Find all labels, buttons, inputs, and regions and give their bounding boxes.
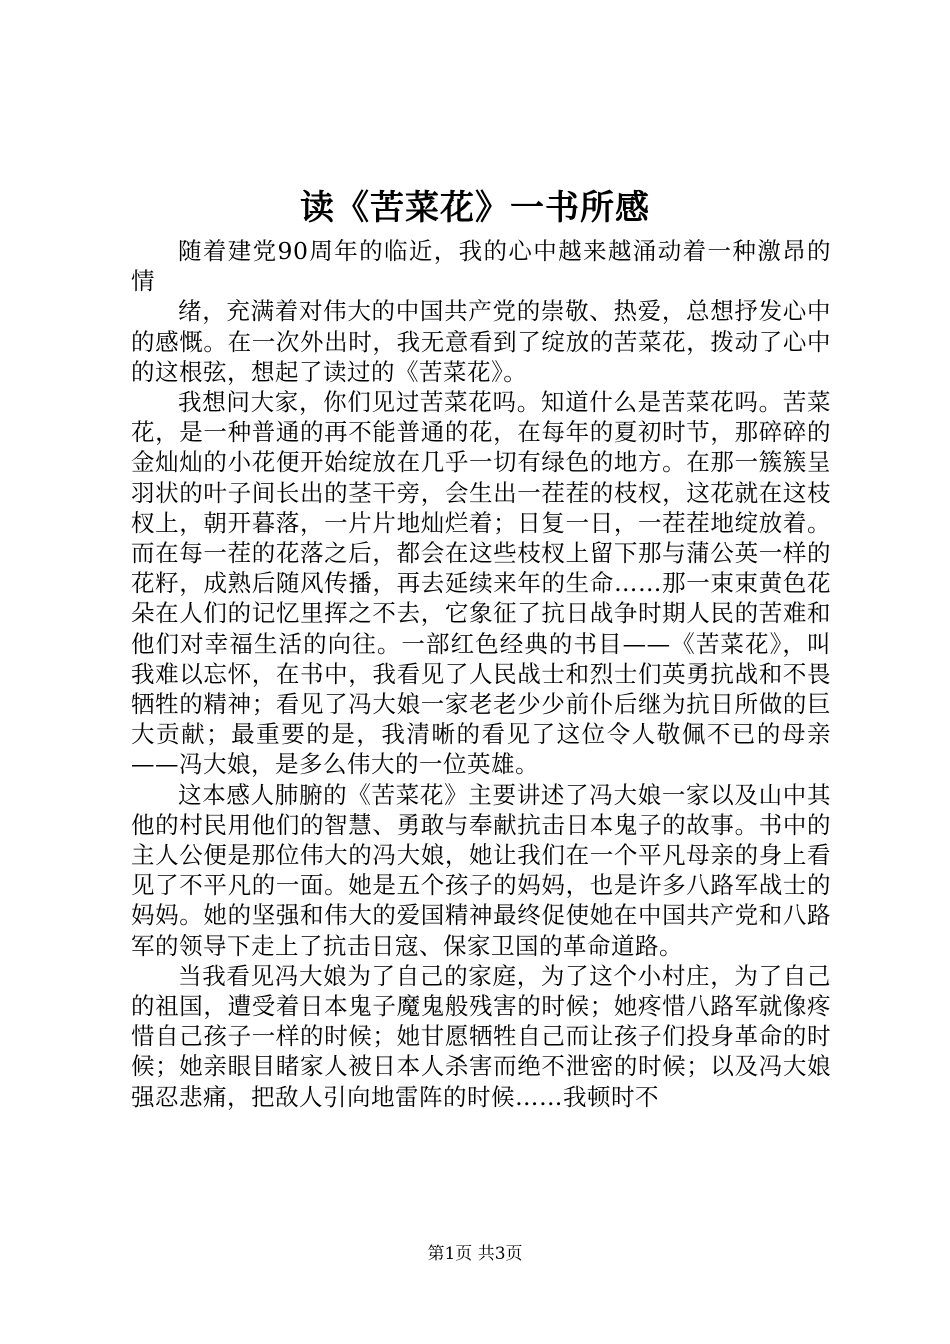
page-footer: 第1页 共3页 <box>427 1244 523 1264</box>
document-title: 读《苦菜花》一书所感 <box>300 188 650 228</box>
paragraph-3: 我想问大家，你们见过苦菜花吗。知道什么是苦菜花吗。苦菜花，是一种普通的再不能普通的花，在每年的夏初时节，那碎碎的金灿灿的小花便开始绽放在几乎一切有绿色的地方。在那一簇簇呈羽状的叶子间长出的茎干旁，会生出一茬茬的枝杈，这花就在这枝杈上，朝开暮落，一片片地灿烂着；日复一日，一茬茬地绽放着。而在每一茬的花落之后，都会在这些枝杈上留下那与蒲公英一样的花籽，成熟后随风传播，再去延续来年的生命……那一束束黄色花朵在人们的记忆里挥之不去，它象征了抗日战争时期人民的苦难和他们对幸福生活的向往。一部红色经典的书目——《苦菜花》，叫我难以忘怀，在书中，我看见了人民战士和烈士们英勇抗战和不畏牺牲的精神；看见了冯大娘一家老老少少前仆后继为抗日所做的巨大贡献；最重要的是，我清晰的看见了这位令人敬佩不已的母亲——冯大娘，是多么伟大的一位英雄。 <box>131 388 831 779</box>
paragraph-4: 这本感人肺腑的《苦菜花》主要讲述了冯大娘一家以及山中其他的村民用他们的智慧、勇敢与奉献抗击日本鬼子的故事。书中的主人公便是那位伟大的冯大娘，她让我们在一个平凡母亲的身上看见了不平凡的一面。她是五个孩子的妈妈，也是许多八路军战士的妈妈。她的坚强和伟大的爱国精神最终促使她在中国共产党和八路军的领导下走上了抗击日寇、保家卫国的革命道路。 <box>131 780 831 960</box>
document-body <box>131 236 831 1112</box>
paragraph-2: 绪，充满着对伟大的中国共产党的崇敬、热爱，总想抒发心中的感慨。在一次外出时，我无意看到了绽放的苦菜花，拨动了心中的这根弦，想起了读过的《苦菜花》。 <box>131 297 831 386</box>
paragraph-1: 随着建党90周年的临近，我的心中越来越涌动着一种激昂的情 <box>131 237 831 296</box>
paragraph-5: 当我看见冯大娘为了自己的家庭，为了这个小村庄，为了自己的祖国，遭受着日本鬼子魔鬼般残害的时候；她疼惜八路军就像疼惜自己孩子一样的时候；她甘愿牺牲自己而让孩子们投身革命的时候；她亲眼目睹家人被日本人杀害而绝不泄密的时候；以及冯大娘强忍悲痛，把敌人引向地雷阵的时候……我顿时不 <box>131 961 831 1111</box>
